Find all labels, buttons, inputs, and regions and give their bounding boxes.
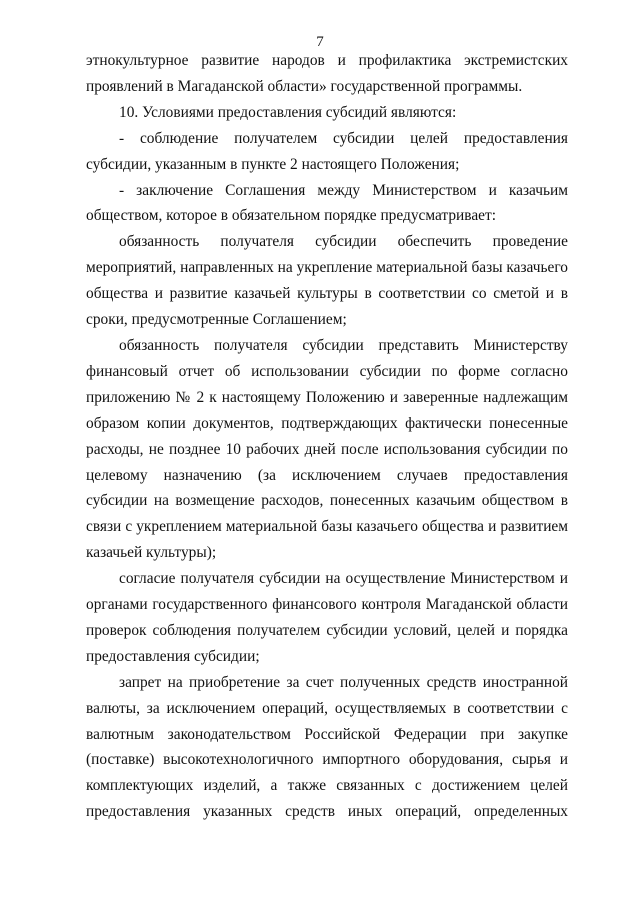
paragraph-compliance: - соблюдение получателем субсидии целей предоставления субсидии, указанным в пункте 2 настоящего Положения; [86, 129, 568, 173]
paragraph-conditions-heading: 10. Условиями предоставления субсидий являются: [119, 103, 457, 121]
page-text [86, 48, 568, 825]
paragraph-currency-prohibition: запрет на приобретение за счет полученных средств иностранной валюты, за исключением операций, осуществляемых в соответствии с валютным законодательством Российской Федерации при закупке (поставке) высокотехнологичного импортного оборудования, сырья и комплектующих изделий, а также связанных с достижением целей предоставления указанных средств иных операций, определенных [86, 673, 568, 821]
paragraph-intro: этнокультурное развитие народов и профилактика экстремистских проявлений в Магаданской области» государственной программы. [86, 52, 568, 95]
paragraph-consent-inspections: согласие получателя субсидии на осуществление Министерством и органами государственного финансового контроля Магаданской области проверок соблюдения получателем субсидии условий, целей и порядка предоставления субсидии; [86, 570, 568, 665]
page-number: 7 [316, 34, 324, 50]
paragraph-agreement: - заключение Соглашения между Министерством и казачьим обществом, которое в обязательном порядке предусматривает: [86, 181, 568, 225]
paragraph-obligation-activities: обязанность получателя субсидии обеспечить проведение мероприятий, направленных на укрепление материальной базы казачьего общества и развитие казачьей культуры в соответствии со сметой и в сроки, предусмотренные Соглашением; [86, 233, 568, 329]
paragraph-obligation-report: обязанность получателя субсидии представить Министерству финансовый отчет об использовании субсидии по форме согласно приложению № 2 к настоящему Положению и заверенные надлежащим образом копии документов, подтверждающих фактически понесенные расходы, не позднее 10 рабочих дней после использования субсидии по целевому назначению (за исключением случаев предоставления субсидии на возмещение расходов, понесенных казачьим обществом в связи с укреплением материальной базы казачьего общества и развитием казачьей культуры); [86, 336, 568, 562]
